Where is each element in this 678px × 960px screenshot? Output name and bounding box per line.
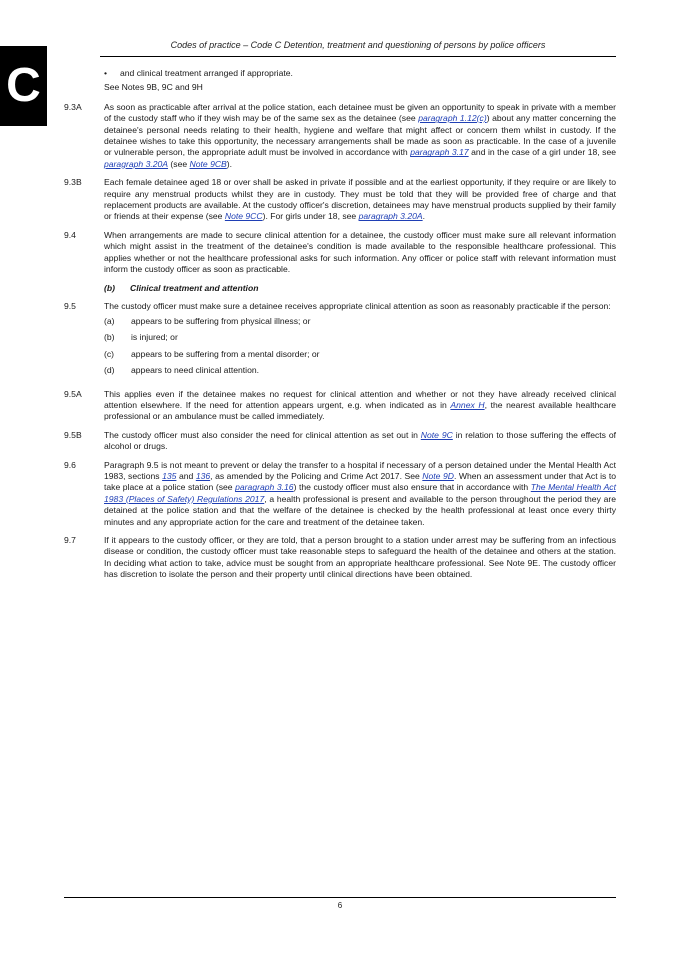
link-section-136[interactable]: 136	[195, 470, 211, 481]
page-footer	[64, 897, 616, 910]
list-item: (a) appears to be suffering from physical illness; or	[104, 315, 311, 326]
link-note-9d[interactable]: Note 9D	[422, 470, 454, 481]
paragraph-9-3a: 9.3A As soon as practicable after arrival at the police station, each detainee must be given an opportunity to speak in private with a member of the custody staff who if they wish may be of the same sex as the detainee (see paragraph 1.12(c)) about any matter concerning the detainee's personal needs relating to their health, hygiene and welfare that might affect or concern them whilst in custody. If the detainee wishes to take this opportunity, the necessary arrangements shall be made as soon as practicable. In the case of a juvenile or vulnerable person, the appropriate adult must be involved in accordance with paragraph 3.17 and in the case of a girl under 18, see paragraph 3.20A (see Note 9CB).	[64, 101, 616, 169]
link-paragraph-3-16[interactable]: paragraph 3.16	[235, 482, 294, 493]
paragraph-9-5: 9.5 The custody officer must make sure a detainee receives appropriate clinical attention as soon as reasonably practicable if the person: (a) appears to be suffering from physical illness; or (b) is injured; or (c) appears to be suffering from a mental disorder; or (d) appears to need clinical attention.	[64, 301, 616, 382]
section-tab-c: C	[0, 46, 47, 126]
bullet-icon: •	[104, 68, 108, 78]
link-note-9cb[interactable]: Note 9CB	[189, 158, 227, 169]
paragraph-9-5a: 9.5A This applies even if the detainee makes no request for clinical attention and whether or not they have already received clinical attention elsewhere. If the need for attention appears urgent, e.g. when indicated as in Annex H, the nearest available healthcare professional or an ambulance must be called immediately.	[64, 388, 616, 422]
paragraph-9-6: 9.6 Paragraph 9.5 is not meant to prevent or delay the transfer to a hospital if necessary of a person detained under the Mental Health Act 1983, sections 135 and 136, as amended by the Policing and Crime Act 2017. See Note 9D. When an assessment under that Act is to take place at a police station (see paragraph 3.16) the custody officer must also ensure that in accordance with The Mental Health Act 1983 (Places of Safety) Regulations 2017, a health professional is present and available to the person throughout the period they are detained at the police station and that the welfare of the detainee is checked by the health professional at least once every thirty minutes and any appropriate action for the care and treatment of the detainee taken.	[64, 459, 617, 527]
intro-bullet: • and clinical treatment arranged if appropriate.	[104, 68, 293, 78]
link-annex-h[interactable]: Annex H	[450, 399, 485, 410]
link-section-135[interactable]: 135	[162, 470, 177, 481]
list-item: (c) appears to be suffering from a mental disorder; or	[104, 348, 320, 359]
paragraph-9-5b: 9.5B The custody officer must also consider the need for clinical attention as set out in Note 9C in relation to those suffering the effects of alcohol or drugs.	[64, 429, 616, 452]
link-paragraph-3-20a-b[interactable]: paragraph 3.20A	[358, 211, 423, 222]
page-number: 6	[337, 901, 343, 910]
paragraph-9-7: 9.7 If it appears to the custody officer, or they are told, that a person brought to a station under arrest may be suffering from an infectious disease or condition, the custody officer must take reasonable steps to safeguard the health of the detainee and others at the station. In deciding what action to take, advice must be sought from an appropriate healthcare professional. See Note 9E. The custody officer has discretion to isolate the person and their property until clinical directions have been obtained.	[64, 535, 616, 580]
link-paragraph-3-20a[interactable]: paragraph 3.20A	[104, 158, 169, 169]
section-heading-b: (b) Clinical treatment and attention	[104, 282, 259, 293]
document-body	[64, 68, 616, 588]
link-paragraph-3-17[interactable]: paragraph 3.17	[410, 147, 469, 158]
see-notes-line: See Notes 9B, 9C and 9H	[104, 82, 203, 93]
link-mental-health-regulations[interactable]: The Mental Health Act 1983 (Places of Safety) Regulations 2017	[104, 482, 616, 504]
link-paragraph-1-12c[interactable]: paragraph 1.12(c)	[418, 113, 487, 124]
paragraph-9-3b: 9.3B Each female detainee aged 18 or over shall be asked in private if possible and at the earliest opportunity, if they require or are likely to require any menstrual products whilst they are in custody. They must be told that they will be provided free of charge and that replacement products are available. At the custody officer's discretion, detainees may have menstrual products supplied by their family or friends at their expense (see Note 9CC). For girls under 18, see paragraph 3.20A.	[64, 177, 616, 222]
list-item: (b) is injured; or	[104, 332, 178, 343]
link-note-9cc[interactable]: Note 9CC	[224, 211, 263, 222]
list-item: (d) appears to need clinical attention.	[104, 365, 260, 376]
page-header: Codes of practice – Code C Detention, treatment and questioning of persons by police officers	[100, 40, 616, 57]
paragraph-9-4: 9.4 When arrangements are made to secure clinical attention for a detainee, the custody officer must make sure all relevant information which might assist in the treatment of the detainee's condition is made available to the responsible healthcare professional. This applies whether or not the healthcare professional asks for such information. Any officer or police staff with relevant information must inform the custody officer as soon as practicable.	[64, 229, 616, 275]
clinical-conditions-list	[104, 316, 616, 377]
link-note-9c[interactable]: Note 9C	[420, 429, 453, 440]
